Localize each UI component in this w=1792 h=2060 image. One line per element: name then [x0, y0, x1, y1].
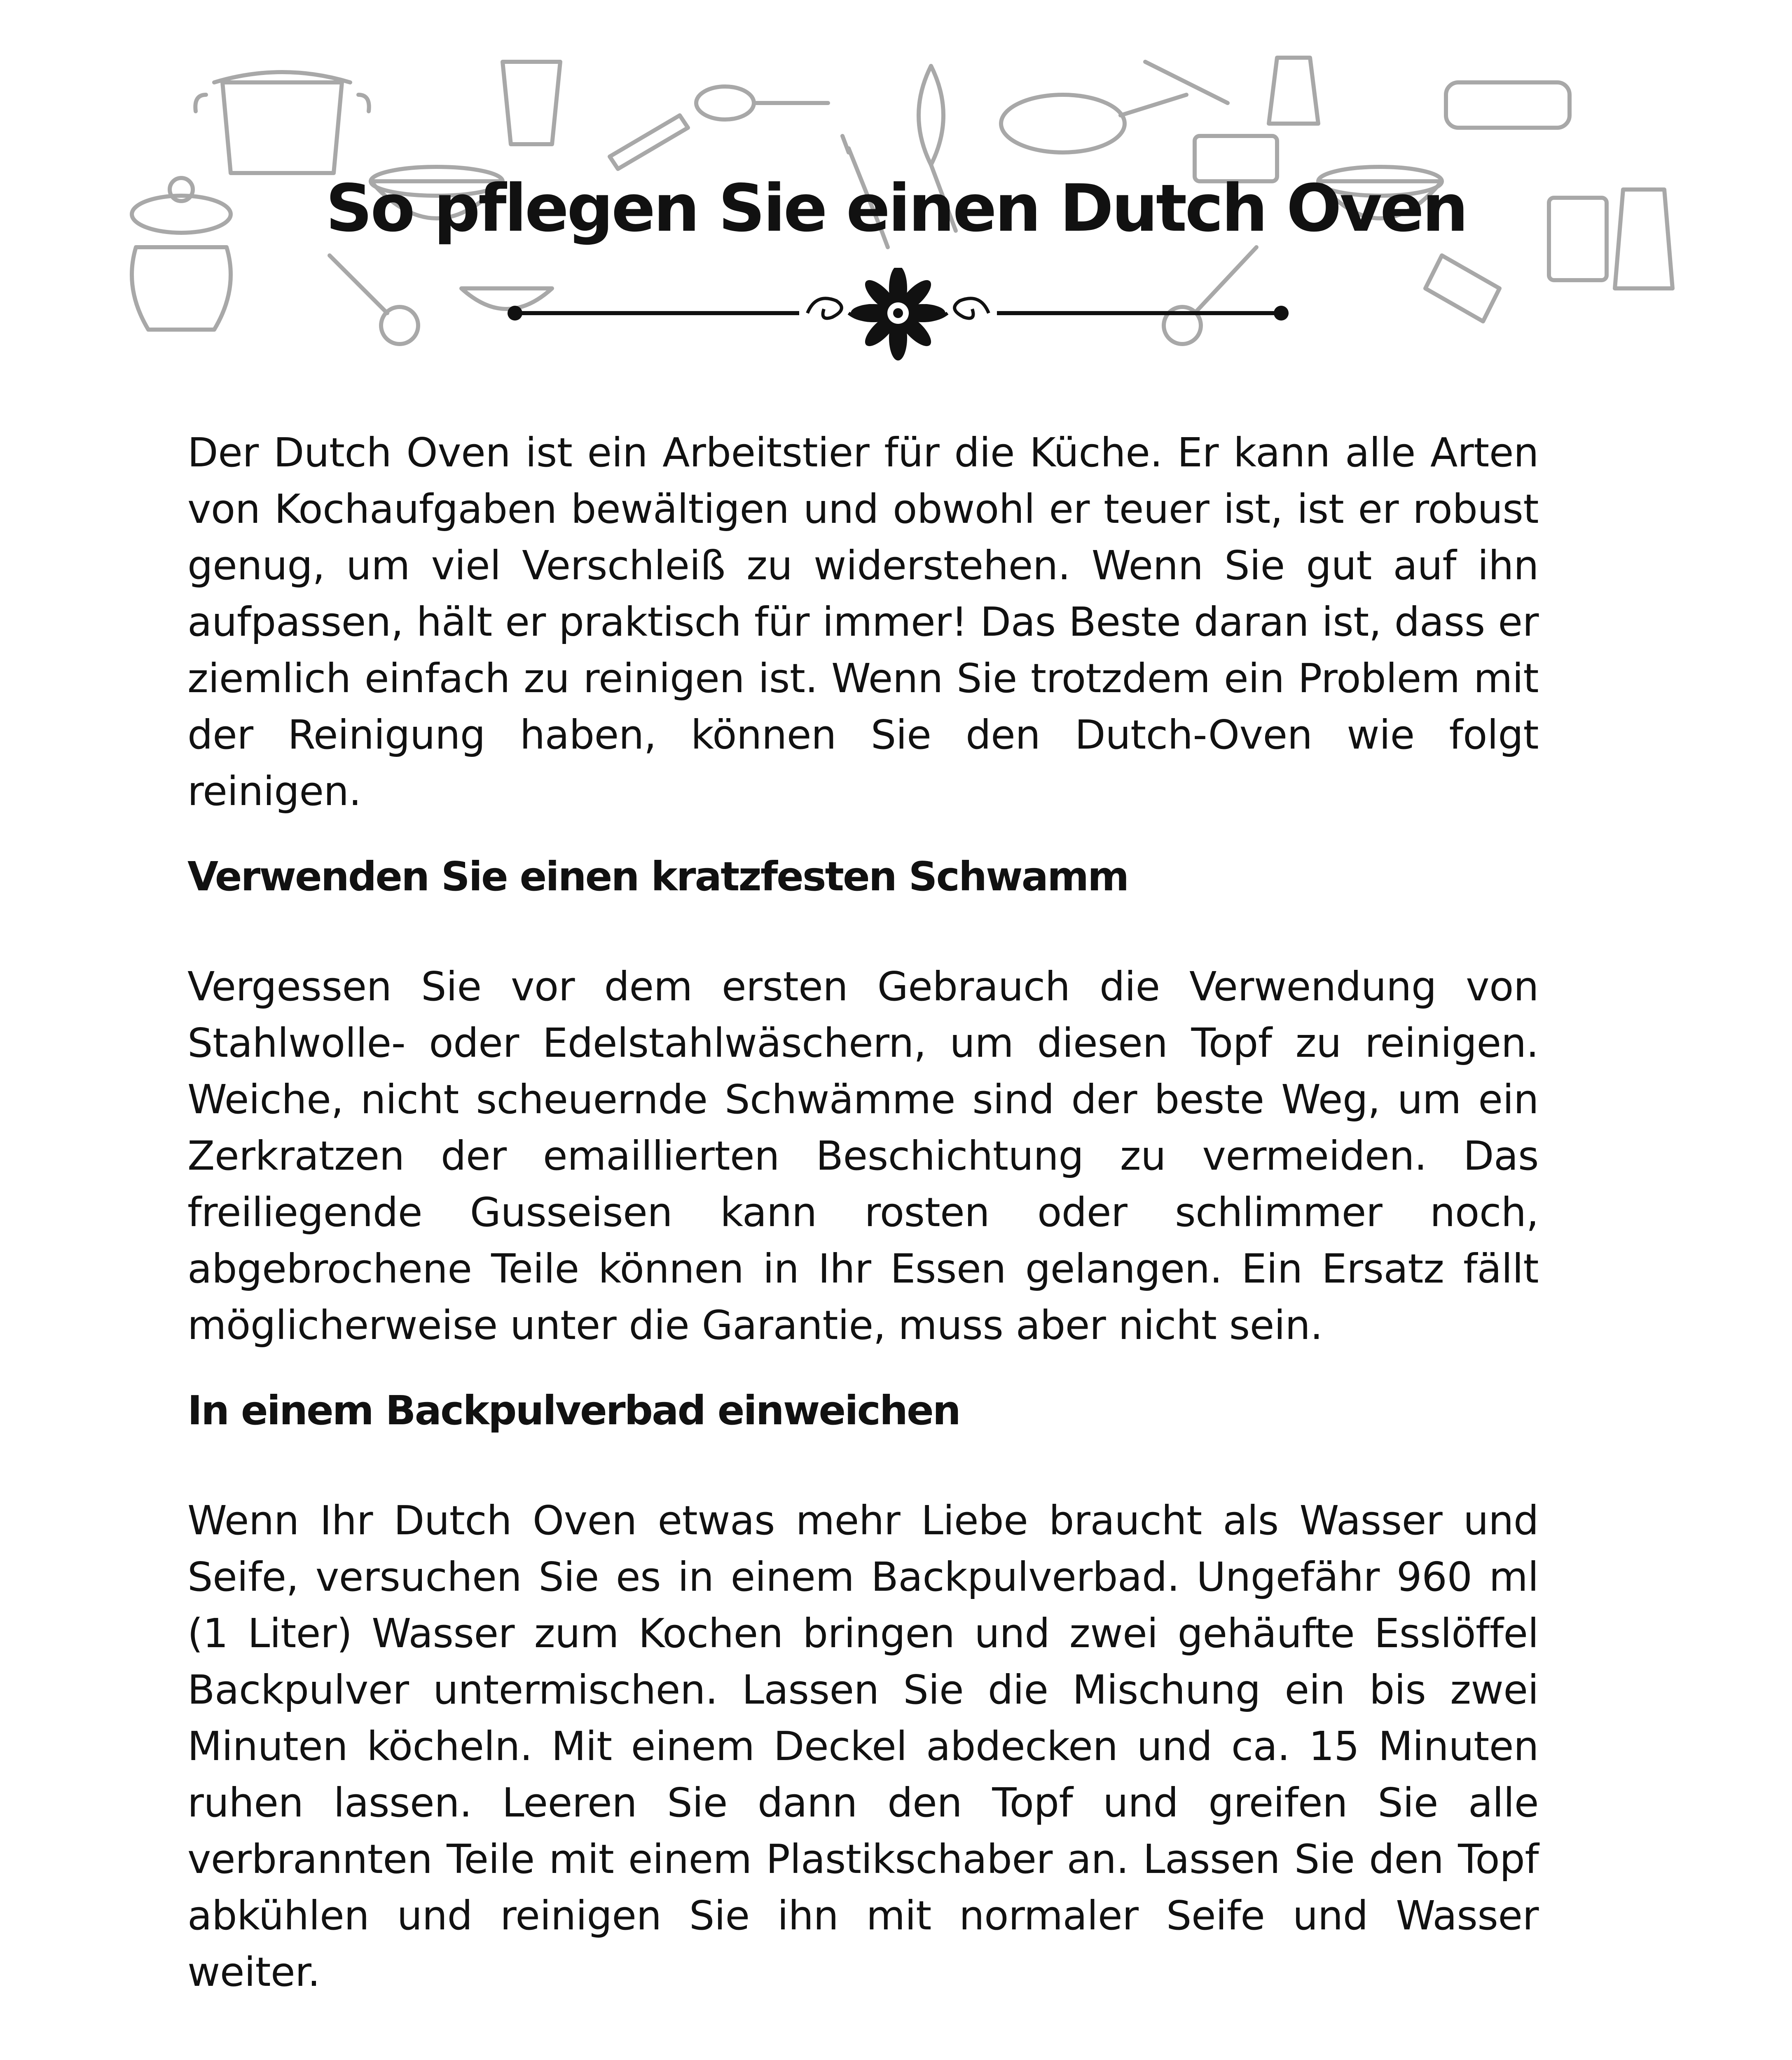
rolled-paper-icon	[1425, 255, 1500, 321]
knife-icon	[610, 115, 688, 169]
intro-paragraph: Der Dutch Oven ist ein Arbeitstier für die Küche. Er kann alle Arten von Kochaufgaben bewältigen und obwohl er teuer ist, ist er robust genug, um viel Verschleiß zu widerstehen. Wenn Sie gut auf ihn aufpassen, hält er praktisch für immer! Das Beste daran ist, dass er ziemlich einfach zu reinigen ist. Wenn Sie trotzdem ein Problem mit der Reinigung haben, können Sie den Dutch-Oven wie folgt reinigen.	[187, 429, 1539, 815]
baking-soda-paragraph: Wenn Ihr Dutch Oven etwas mehr Liebe braucht als Wasser und Seife, versuchen Sie es in einem Backpulverbad. Ungefähr 960 ml (1 Liter) Wasser zum Kochen bringen und zwei gehäufte Esslöffel Backpulver untermischen. Lassen Sie die Mischung ein bis zwei Minuten köcheln. Mit einem Deckel abdecken und ca. 15 Minuten ruhen lassen. Leeren Sie dann den Topf und greifen Sie alle verbrannten Teile mit einem Plastikschaber an. Lassen Sie den Topf abkühlen und reinigen Sie ihn mit normaler Seife und Wasser weiter.	[187, 1497, 1539, 1995]
page-title: So pflegen Sie einen Dutch Oven	[325, 171, 1467, 246]
flower-ornament-icon	[799, 268, 997, 360]
sponge-paragraph: Vergessen Sie vor dem ersten Gebrauch die Verwendung von Stahlwolle- oder Edelstahlwäschern, um diesen Topf zu reinigen. Weiche, nicht scheuernde Schwämme sind der beste Weg, um ein Zerkratzen der emaillierten Beschichtung zu vermeiden. Das freiliegende Gusseisen kann rosten oder schlimmer noch, abgebrochene Teile können in Ihr Essen gelangen. Ein Ersatz fällt möglicherweise unter die Garantie, muss aber nicht sein.	[187, 963, 1539, 1348]
title-divider	[503, 268, 1294, 363]
section-heading-baking-soda: In einem Backpulverbad einweichen	[187, 1387, 960, 1434]
cake-ring-icon	[1446, 82, 1570, 128]
jug-icon	[1269, 58, 1318, 124]
frying-pan-icon	[1001, 95, 1186, 152]
cooking-pot-icon	[195, 72, 369, 173]
article-body	[187, 424, 1539, 2000]
section-heading-sponge: Verwenden Sie einen kratzfesten Schwamm	[187, 853, 1128, 900]
ladle-icon	[330, 255, 418, 344]
glass-icon	[503, 62, 560, 144]
spoon-icon	[696, 87, 828, 119]
